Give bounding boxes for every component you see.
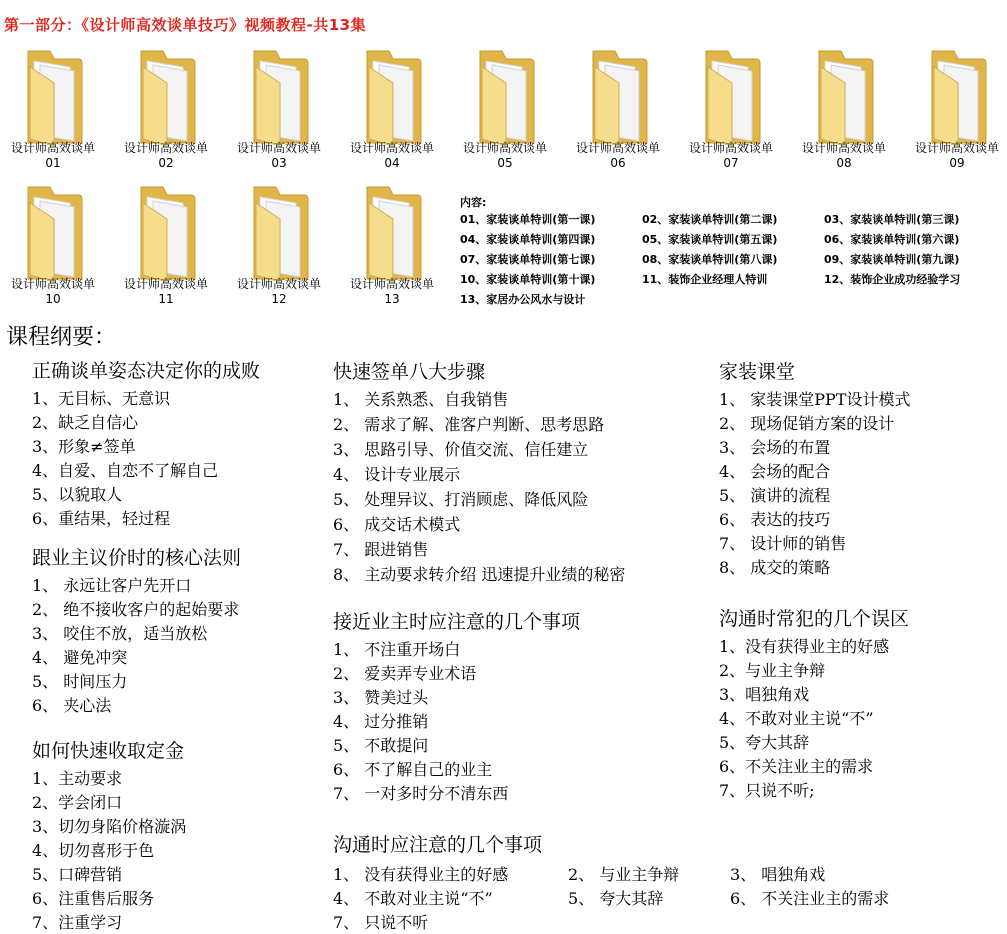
folder-name: 设计师高效谈单: [123, 277, 208, 291]
folder-icon: [924, 47, 990, 147]
folder-number: 04: [384, 156, 400, 170]
folder-number: 07: [723, 156, 739, 170]
section-item: 3、 赞美过头: [333, 688, 429, 707]
section-item: 5、夸大其辞: [719, 733, 810, 752]
section-item: 5、 处理异议、打消顾虑、降低风险: [333, 490, 589, 509]
folder-name: 设计师高效谈单: [688, 141, 773, 155]
section-item: 8、 主动要求转介绍 迅速提升业绩的秘密: [333, 565, 626, 584]
section-item: 2、 绝不接收客户的起始要求: [32, 600, 240, 619]
folder-13[interactable]: [342, 183, 442, 318]
contents-item: 13、家居办公风水与设计: [460, 293, 586, 306]
folder-name: 设计师高效谈单: [349, 277, 434, 291]
folder-12[interactable]: [229, 183, 329, 318]
folder-number: 12: [271, 292, 287, 306]
section-item: 2、 爱卖弄专业术语: [333, 664, 477, 683]
section-item: 4、 设计专业展示: [333, 465, 461, 484]
section-item: 2、 需求了解、准客户判断、思考思路: [333, 415, 605, 434]
folder-number: 03: [271, 156, 287, 170]
contents-item: 03、家装谈单特训(第三课): [824, 213, 960, 226]
section-item: 3、 咬住不放，适当放松: [32, 624, 208, 643]
contents-item: 02、家装谈单特训(第二课): [642, 213, 778, 226]
folder-icon: [133, 47, 199, 147]
section-item: 1、 关系熟悉、自我销售: [333, 390, 509, 409]
section-item: 6、 夹心法: [32, 696, 112, 715]
folder-name: 设计师高效谈单: [10, 277, 95, 291]
folder-name: 设计师高效谈单: [123, 141, 208, 155]
folder-icon: [359, 183, 425, 283]
folder-name: 设计师高效谈单: [575, 141, 660, 155]
folder-number: 13: [384, 292, 400, 306]
folder-number: 09: [949, 156, 965, 170]
contents-item: 01、家装谈单特训(第一课): [460, 213, 596, 226]
contents-item: 10、家装谈单特训(第十课): [460, 273, 596, 286]
section-item: 5、 演讲的流程: [719, 486, 831, 505]
section-item: 2、 现场促销方案的设计: [719, 414, 895, 433]
folder-icon: [20, 47, 86, 147]
folder-08[interactable]: [794, 47, 894, 182]
section-item: 7、注重学习: [32, 913, 123, 932]
folder-name: 设计师高效谈单: [462, 141, 547, 155]
section-item: 5、口碑营销: [32, 865, 123, 884]
section-item: 1、主动要求: [32, 769, 123, 788]
section-item: 2、 与业主争辩: [568, 865, 680, 884]
section-item: 6、 不了解自己的业主: [333, 760, 493, 779]
section-item: 6、不关注业主的需求: [719, 757, 874, 776]
contents-item: 04、家装谈单特训(第四课): [460, 233, 596, 246]
folder-icon: [472, 47, 538, 147]
contents-item: 09、家装谈单特训(第九课): [824, 253, 960, 266]
section-title: 沟通时应注意的几个事项: [333, 834, 543, 856]
folder-number: 08: [836, 156, 852, 170]
section-item: 7、 跟进销售: [333, 540, 429, 559]
folder-number: 05: [497, 156, 513, 170]
folder-icon: [698, 47, 764, 147]
folder-name: 设计师高效谈单: [914, 141, 999, 155]
section-item: 8、 成交的策略: [719, 558, 831, 577]
folder-number: 06: [610, 156, 626, 170]
section-item: 6、 不关注业主的需求: [730, 889, 890, 908]
section-item: 5、 时间压力: [32, 672, 128, 691]
section-item: 4、切勿喜形于色: [32, 841, 155, 860]
folder-name: 设计师高效谈单: [236, 277, 321, 291]
section-item: 7、 设计师的销售: [719, 534, 847, 553]
folder-10[interactable]: [3, 183, 103, 318]
section-item: 4、 避免冲突: [32, 648, 128, 667]
section-item: 4、 会场的配合: [719, 462, 831, 481]
section-item: 5、 夸大其辞: [568, 889, 664, 908]
folder-icon: [811, 47, 877, 147]
section-item: 3、 思路引导、价值交流、信任建立: [333, 440, 589, 459]
section-item: 6、重结果，轻过程: [32, 509, 171, 528]
folder-number: 02: [158, 156, 174, 170]
section-item: 6、 成交话术模式: [333, 515, 461, 534]
section-title: 沟通时常犯的几个误区: [719, 608, 910, 630]
contents-item: 07、家装谈单特训(第七课): [460, 253, 596, 266]
section-item: 1、 家装课堂PPT设计模式: [719, 390, 911, 409]
folder-number: 11: [158, 292, 174, 306]
section-item: 1、没有获得业主的好感: [719, 637, 890, 656]
section-item: 6、注重售后服务: [32, 889, 155, 908]
section-item: 3、 唱独角戏: [730, 865, 826, 884]
folder-icon: [246, 183, 312, 283]
section-item: 5、 不敢提问: [333, 736, 429, 755]
folder-number: 01: [45, 156, 61, 170]
contents-item: 12、装饰企业成功经验学习: [824, 273, 961, 286]
folder-03[interactable]: [229, 47, 329, 182]
section-title: 接近业主时应注意的几个事项: [333, 611, 581, 633]
folder-icon: [246, 47, 312, 147]
section-item: 1、 永远让客户先开口: [32, 576, 192, 595]
section-item: 4、自爱、自恋不了解自己: [32, 461, 219, 480]
folder-04[interactable]: [342, 47, 442, 182]
folder-icon: [585, 47, 651, 147]
folder-11[interactable]: [116, 183, 216, 318]
section-item: 7、只说不听;: [719, 781, 815, 800]
section-item: 2、学会闭口: [32, 793, 123, 812]
section-title: 跟业主议价时的核心法则: [32, 547, 242, 569]
folder-icon: [359, 47, 425, 147]
folder-name: 设计师高效谈单: [10, 141, 95, 155]
folder-icon: [20, 183, 86, 283]
section-item: 3、 会场的布置: [719, 438, 831, 457]
contents-item: 11、装饰企业经理人特训: [642, 273, 768, 286]
folder-09[interactable]: [907, 47, 1007, 182]
contents-label: 内容:: [460, 196, 487, 209]
section-item: 7、 一对多时分不清东西: [333, 784, 509, 803]
section-item: 2、与业主争辩: [719, 661, 826, 680]
section-item: 1、 不注重开场白: [333, 640, 461, 659]
section-item: 1、 没有获得业主的好感: [333, 865, 509, 884]
section-title: 如何快速收取定金: [32, 740, 185, 762]
section-item: 4、 不敢对业主说“不”: [333, 889, 493, 908]
section-title: 正确谈单姿态决定你的成败: [32, 360, 261, 382]
folder-icon: [133, 183, 199, 283]
outline-heading: 课程纲要：: [6, 325, 117, 350]
section-item: 4、不敢对业主说“不”: [719, 709, 874, 728]
folder-01[interactable]: [3, 47, 103, 182]
contents-item: 05、家装谈单特训(第五课): [642, 233, 778, 246]
section-item: 7、 只说不听: [333, 913, 429, 932]
contents-item: 08、家装谈单特训(第八课): [642, 253, 778, 266]
folder-07[interactable]: [681, 47, 781, 182]
folder-name: 设计师高效谈单: [236, 141, 321, 155]
section-item: 1、无目标、无意识: [32, 389, 171, 408]
page-title: 第一部分：《设计师高效谈单技巧》视频教程-共13集: [4, 16, 367, 34]
folder-02[interactable]: [116, 47, 216, 182]
section-title: 家装课堂: [719, 361, 796, 383]
section-item: 5、以貌取人: [32, 485, 123, 504]
section-item: 2、缺乏自信心: [32, 413, 139, 432]
section-item: 3、唱独角戏: [719, 685, 810, 704]
contents-item: 06、家装谈单特训(第六课): [824, 233, 960, 246]
section-title: 快速签单八大步骤: [333, 361, 486, 383]
folder-name: 设计师高效谈单: [801, 141, 886, 155]
section-item: 3、形象≠签单: [32, 437, 136, 456]
folder-05[interactable]: [455, 47, 555, 182]
folder-name: 设计师高效谈单: [349, 141, 434, 155]
section-item: 4、 过分推销: [333, 712, 429, 731]
section-item: 3、切勿身陷价格漩涡: [32, 817, 187, 836]
folder-06[interactable]: [568, 47, 668, 182]
section-item: 6、 表达的技巧: [719, 510, 831, 529]
folder-number: 10: [45, 292, 61, 306]
